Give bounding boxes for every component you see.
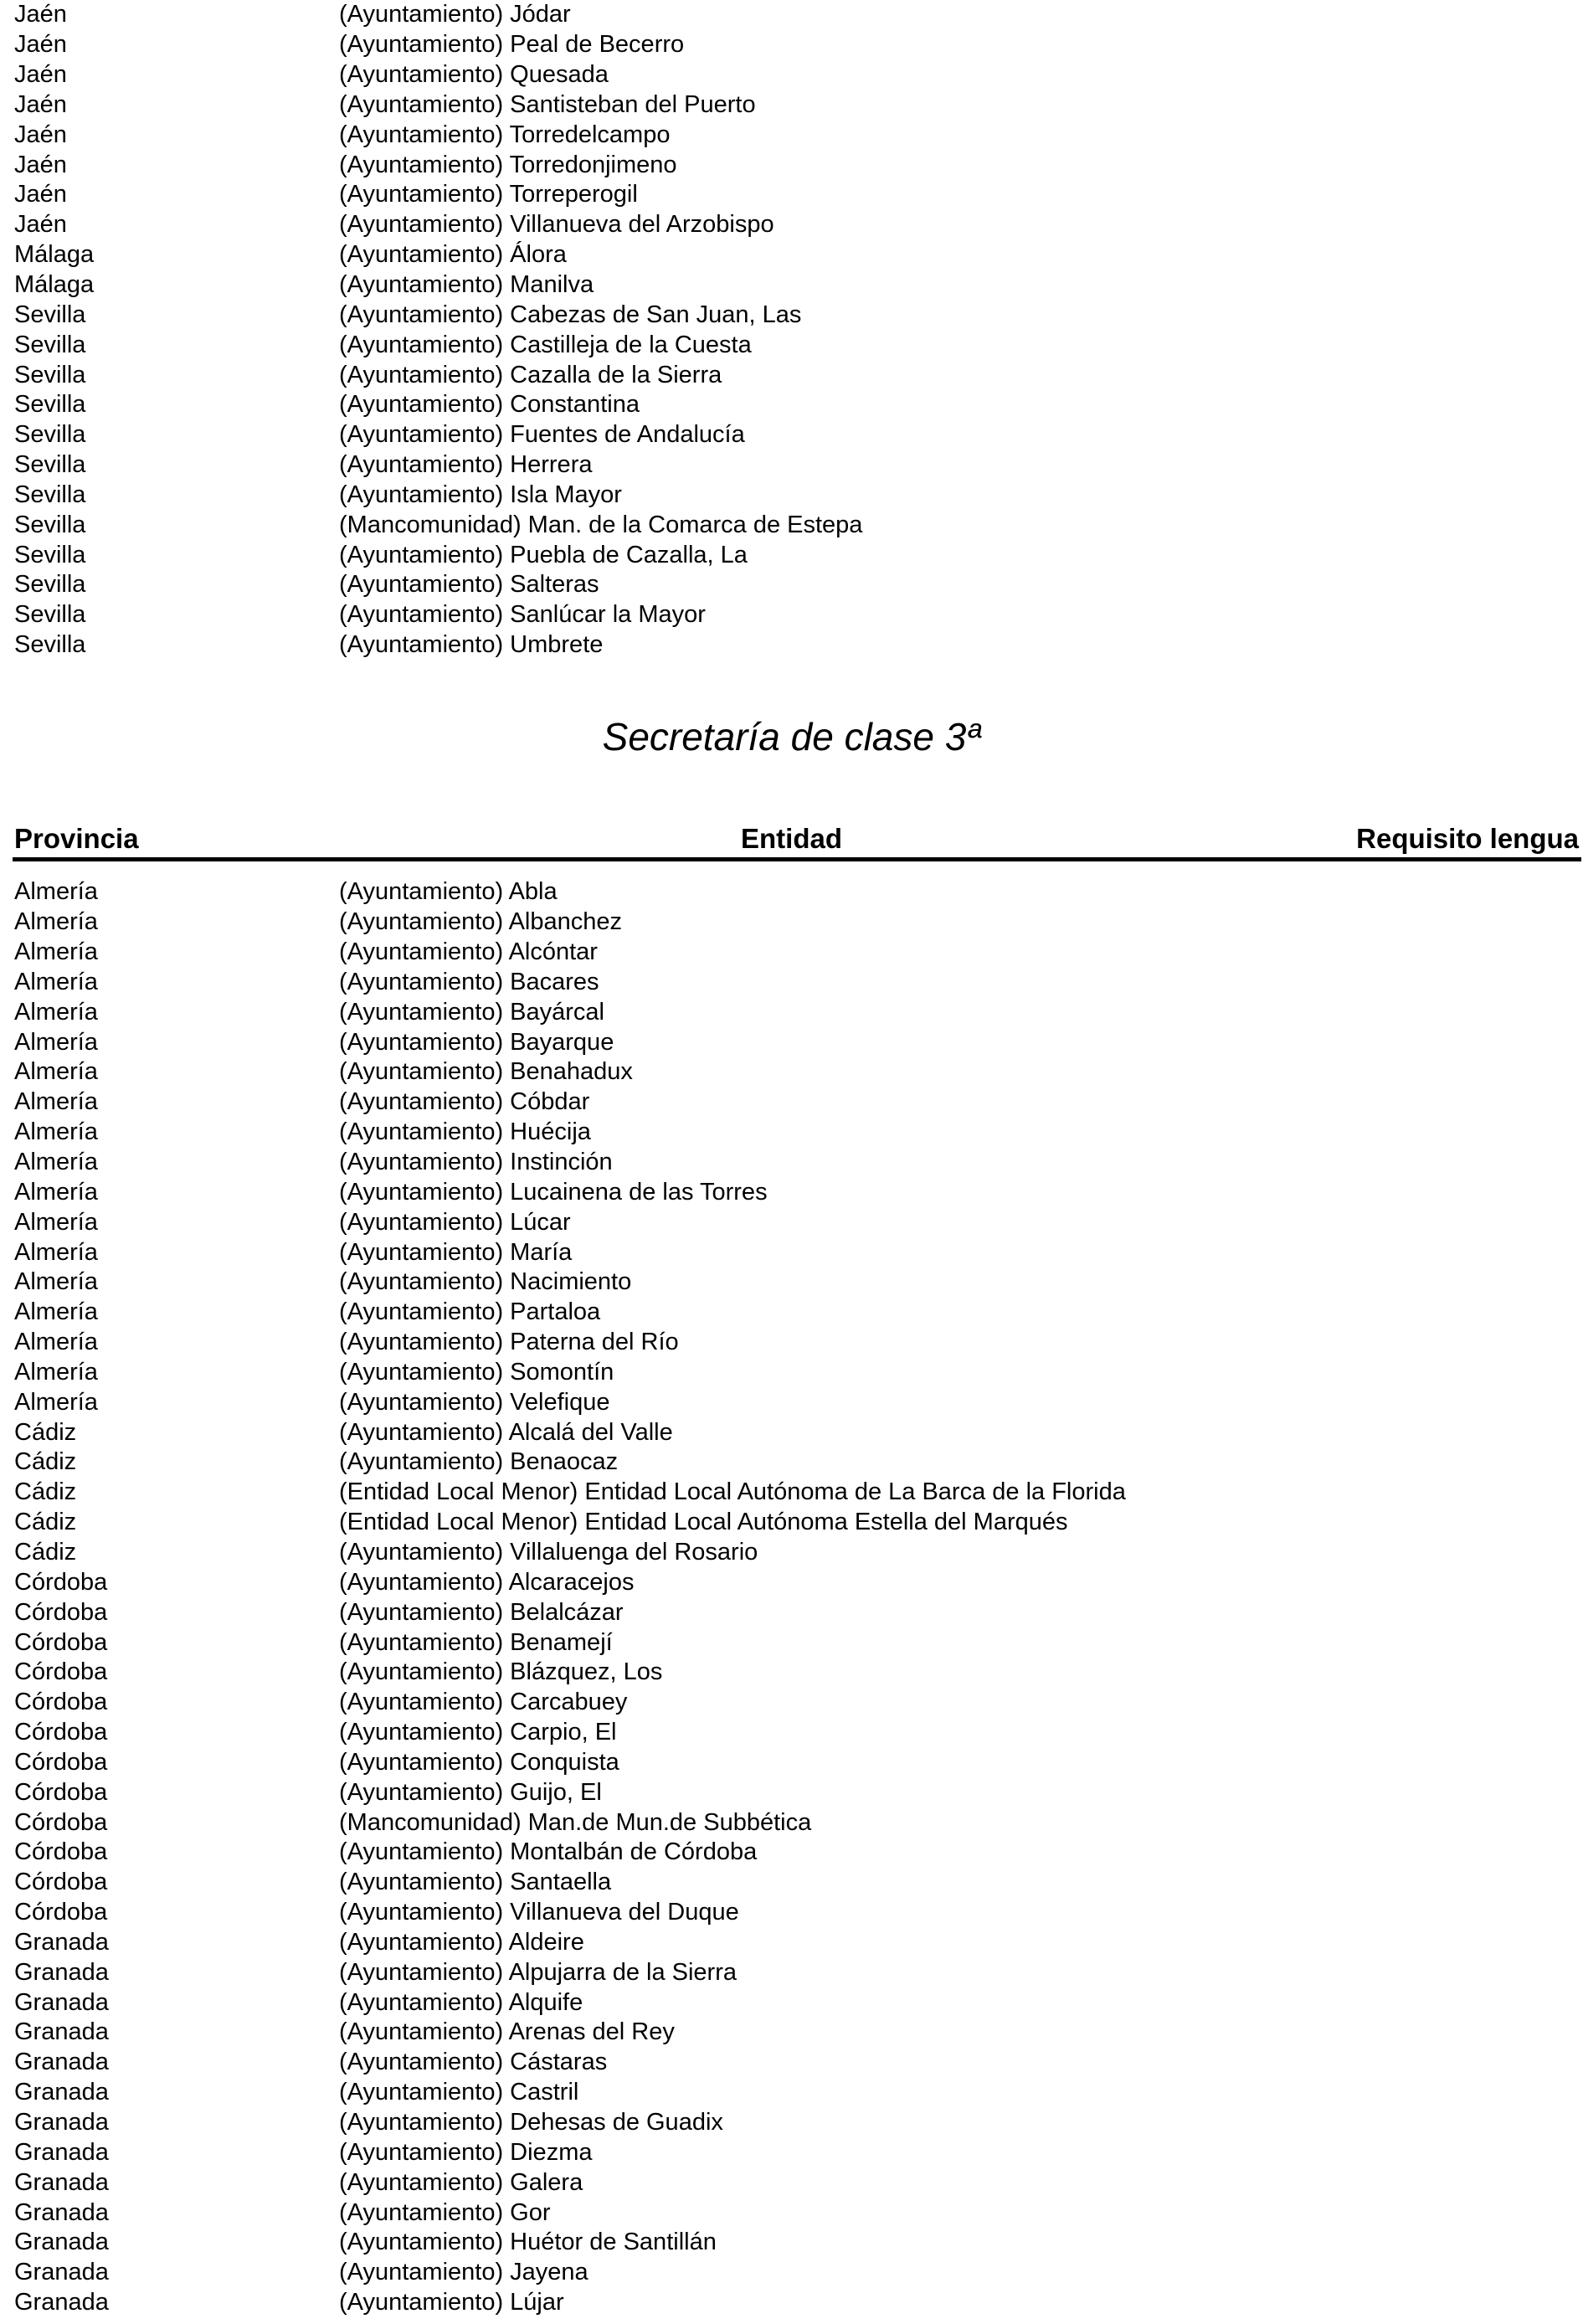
provincia-cell: Almería [14, 908, 98, 936]
entidad-cell: (Ayuntamiento) Carcabuey [339, 1689, 628, 1716]
header-requisito-lengua: Requisito lengua [1356, 823, 1579, 854]
entidad-cell: (Ayuntamiento) Isla Mayor [339, 481, 622, 508]
provincia-cell: Málaga [14, 241, 95, 269]
provincia-cell: Granada [14, 2289, 109, 2316]
entidad-cell: (Ayuntamiento) Alpujarra de la Sierra [339, 1958, 737, 1986]
section-title: Secretaría de clase 3ª [602, 715, 981, 758]
provincia-cell: Almería [14, 998, 98, 1026]
table-row [0, 1298, 1583, 1328]
provincia-cell: Córdoba [14, 1598, 108, 1626]
provincia-cell: Córdoba [14, 1689, 108, 1716]
entidad-cell: (Ayuntamiento) Torredelcampo [339, 121, 671, 148]
table-row [0, 270, 1583, 301]
table-row [0, 2137, 1583, 2167]
provincia-cell: Jaén [14, 31, 67, 59]
table-row [0, 600, 1583, 630]
table-row [0, 120, 1583, 150]
provincia-cell: Córdoba [14, 1719, 108, 1746]
table-row [0, 1508, 1583, 1538]
header-divider [13, 857, 1581, 861]
entidad-cell: (Ayuntamiento) Alquife [339, 1988, 583, 2016]
provincia-cell: Sevilla [14, 601, 86, 629]
provincia-cell: Jaén [14, 121, 67, 148]
table-row [0, 1267, 1583, 1298]
entidad-cell: (Ayuntamiento) Aldeire [339, 1928, 584, 1956]
table-row [0, 2258, 1583, 2288]
entidad-cell: (Ayuntamiento) Manilva [339, 271, 594, 299]
entidad-cell: (Ayuntamiento) Puebla de Cazalla, La [339, 541, 748, 568]
table-row [0, 1118, 1583, 1148]
provincia-cell: Almería [14, 1178, 98, 1206]
provincia-cell: Almería [14, 1388, 98, 1416]
table-row [0, 481, 1583, 511]
table-row [0, 1928, 1583, 1958]
provincia-cell: Granada [14, 2229, 109, 2256]
provincia-cell: Cádiz [14, 1478, 77, 1506]
table-row [0, 1807, 1583, 1838]
provincia-cell: Almería [14, 1358, 98, 1386]
entidad-cell: (Mancomunidad) Man.de Mun.de Subbética [339, 1808, 812, 1836]
entidad-cell: (Ayuntamiento) Salteras [339, 571, 599, 599]
entidad-cell: (Ayuntamiento) Guijo, El [339, 1778, 602, 1806]
table-row [0, 1177, 1583, 1207]
provincia-cell: Sevilla [14, 511, 86, 538]
table-row [0, 390, 1583, 420]
provincia-cell: Sevilla [14, 301, 86, 328]
table-row [0, 2018, 1583, 2048]
provincia-cell: Córdoba [14, 1748, 108, 1776]
table-row [0, 877, 1583, 907]
table-row [0, 630, 1583, 661]
entidad-cell: (Entidad Local Menor) Entidad Local Autónoma Estella del Marqués [339, 1509, 1068, 1536]
provincia-cell: Granada [14, 2198, 109, 2226]
provincia-cell: Granada [14, 1988, 109, 2016]
entidad-cell: (Ayuntamiento) Umbrete [339, 631, 604, 659]
table-row [0, 570, 1583, 600]
provincia-cell: Granada [14, 2049, 109, 2076]
provincia-cell: Córdoba [14, 1899, 108, 1926]
provincia-cell: Sevilla [14, 331, 86, 358]
entidad-cell: (Ayuntamiento) Alcalá del Valle [339, 1418, 673, 1446]
table-row [0, 907, 1583, 938]
provincia-cell: Córdoba [14, 1778, 108, 1806]
entidad-cell: (Ayuntamiento) Bacares [339, 968, 599, 995]
entidad-cell: (Ayuntamiento) Conquista [339, 1748, 619, 1776]
table-row [0, 420, 1583, 450]
provincia-cell: Sevilla [14, 421, 86, 449]
provincia-cell: Almería [14, 1329, 98, 1356]
entidad-cell: (Ayuntamiento) Albanchez [339, 908, 623, 936]
provincia-cell: Almería [14, 1298, 98, 1326]
provincia-cell: Cádiz [14, 1509, 77, 1536]
table-row [0, 1358, 1583, 1388]
table-row [0, 1417, 1583, 1447]
entidad-cell: (Ayuntamiento) Benahadux [339, 1058, 633, 1086]
entidad-cell: (Ayuntamiento) Castril [339, 2079, 579, 2106]
provincia-cell: Córdoba [14, 1869, 108, 1896]
provincia-cell: Córdoba [14, 1658, 108, 1686]
table-row [0, 968, 1583, 998]
table-row [0, 150, 1583, 180]
entidad-cell: (Ayuntamiento) Sanlúcar la Mayor [339, 601, 706, 629]
entidad-cell: (Ayuntamiento) Cástaras [339, 2049, 608, 2076]
provincia-cell: Almería [14, 1268, 98, 1296]
entidad-cell: (Ayuntamiento) Galera [339, 2168, 583, 2196]
provincia-cell: Sevilla [14, 481, 86, 508]
provincia-cell: Almería [14, 1208, 98, 1236]
provincia-cell: Almería [14, 938, 98, 966]
entidad-cell: (Ayuntamiento) Huétor de Santillán [339, 2229, 717, 2256]
table-row [0, 510, 1583, 540]
entidad-cell: (Ayuntamiento) Álora [339, 241, 567, 269]
entidad-cell: (Ayuntamiento) Carpio, El [339, 1719, 617, 1746]
table-row [0, 0, 1583, 30]
provincia-cell: Córdoba [14, 1568, 108, 1596]
provincia-cell: Almería [14, 1149, 98, 1176]
table-row [0, 300, 1583, 330]
entidad-cell: (Ayuntamiento) Arenas del Rey [339, 2018, 675, 2046]
provincia-cell: Jaén [14, 151, 67, 178]
entidad-cell: (Ayuntamiento) Torreperogil [339, 181, 638, 208]
table-row [0, 1538, 1583, 1568]
entidad-cell: (Ayuntamiento) Lújar [339, 2289, 564, 2316]
table-row [0, 1898, 1583, 1928]
provincia-cell: Granada [14, 2018, 109, 2046]
entidad-cell: (Ayuntamiento) Cazalla de la Sierra [339, 361, 722, 388]
provincia-cell: Almería [14, 878, 98, 906]
table-row [0, 330, 1583, 360]
table-row [0, 997, 1583, 1027]
entidad-cell: (Ayuntamiento) Constantina [339, 391, 640, 419]
entidad-cell: (Ayuntamiento) María [339, 1238, 573, 1266]
header-provincia: Provincia [14, 823, 139, 854]
provincia-cell: Cádiz [14, 1448, 77, 1476]
table-row [0, 60, 1583, 90]
entidad-cell: (Ayuntamiento) Belalcázar [339, 1598, 624, 1626]
table-row [0, 210, 1583, 240]
provincia-cell: Almería [14, 1058, 98, 1086]
table-row [0, 1148, 1583, 1178]
entidad-cell: (Mancomunidad) Man. de la Comarca de Estepa [339, 511, 863, 538]
table-row [0, 2228, 1583, 2258]
entidad-cell: (Ayuntamiento) Villanueva del Duque [339, 1899, 739, 1926]
entidad-cell: (Ayuntamiento) Gor [339, 2198, 551, 2226]
provincia-cell: Granada [14, 2168, 109, 2196]
table-row [0, 2198, 1583, 2228]
provincia-cell: Sevilla [14, 361, 86, 388]
provincia-cell: Sevilla [14, 631, 86, 659]
entidad-cell: (Ayuntamiento) Montalbán de Córdoba [339, 1838, 758, 1866]
provincia-cell: Almería [14, 1238, 98, 1266]
table-row [0, 1447, 1583, 1478]
table-row [0, 1718, 1583, 1748]
provincia-cell: Granada [14, 1958, 109, 1986]
provincia-cell: Córdoba [14, 1838, 108, 1866]
table-header [0, 822, 1583, 856]
provincia-cell: Jaén [14, 1, 67, 28]
provincia-cell: Sevilla [14, 391, 86, 419]
provincia-cell: Cádiz [14, 1418, 77, 1446]
table-row [0, 1747, 1583, 1777]
table-row [0, 1627, 1583, 1658]
table-row [0, 1087, 1583, 1118]
table-row [0, 360, 1583, 390]
table-row [0, 180, 1583, 210]
table-row [0, 1987, 1583, 2018]
entidad-cell: (Ayuntamiento) Peal de Becerro [339, 31, 685, 59]
entidad-cell: (Ayuntamiento) Fuentes de Andalucía [339, 421, 745, 449]
table-row [0, 240, 1583, 270]
table-row [0, 2288, 1583, 2318]
top-list [0, 0, 1583, 661]
table-row [0, 2048, 1583, 2078]
provincia-cell: Jaén [14, 181, 67, 208]
table-row [0, 1207, 1583, 1237]
entidad-cell: (Ayuntamiento) Bayarque [339, 1028, 614, 1056]
table-row [0, 1777, 1583, 1807]
entidad-cell: (Ayuntamiento) Benamejí [339, 1628, 613, 1656]
table-row [0, 1957, 1583, 1987]
table-row [0, 90, 1583, 121]
provincia-cell: Granada [14, 2259, 109, 2286]
entidad-cell: (Ayuntamiento) Dehesas de Guadix [339, 2109, 723, 2136]
entidad-cell: (Ayuntamiento) Villaluenga del Rosario [339, 1538, 758, 1566]
bottom-list [0, 877, 1583, 2318]
entidad-cell: (Ayuntamiento) Alcóntar [339, 938, 598, 966]
provincia-cell: Jaén [14, 211, 67, 239]
table-row [0, 450, 1583, 481]
table-row [0, 1387, 1583, 1417]
entidad-cell: (Ayuntamiento) Herrera [339, 451, 593, 479]
provincia-cell: Almería [14, 968, 98, 995]
provincia-cell: Jaén [14, 90, 67, 118]
provincia-cell: Almería [14, 1118, 98, 1146]
provincia-cell: Granada [14, 2109, 109, 2136]
entidad-cell: (Ayuntamiento) Abla [339, 878, 558, 906]
table-row [0, 1027, 1583, 1057]
provincia-cell: Almería [14, 1028, 98, 1056]
entidad-cell: (Ayuntamiento) Somontín [339, 1358, 614, 1386]
provincia-cell: Granada [14, 1928, 109, 1956]
table-row [0, 1658, 1583, 1688]
provincia-cell: Almería [14, 1088, 98, 1116]
entidad-cell: (Ayuntamiento) Cabezas de San Juan, Las [339, 301, 802, 328]
provincia-cell: Córdoba [14, 1628, 108, 1656]
entidad-cell: (Ayuntamiento) Lúcar [339, 1208, 571, 1236]
table-row [0, 1478, 1583, 1508]
entidad-cell: (Ayuntamiento) Nacimiento [339, 1268, 632, 1296]
provincia-cell: Málaga [14, 271, 95, 299]
table-row [0, 1567, 1583, 1597]
entidad-cell: (Entidad Local Menor) Entidad Local Autónoma de La Barca de la Florida [339, 1478, 1126, 1506]
table-row [0, 1597, 1583, 1627]
entidad-cell: (Ayuntamiento) Benaocaz [339, 1448, 619, 1476]
entidad-cell: (Ayuntamiento) Villanueva del Arzobispo [339, 211, 774, 239]
entidad-cell: (Ayuntamiento) Santaella [339, 1869, 612, 1896]
provincia-cell: Jaén [14, 61, 67, 89]
provincia-cell: Cádiz [14, 1538, 77, 1566]
entidad-cell: (Ayuntamiento) Blázquez, Los [339, 1658, 663, 1686]
table-row [0, 938, 1583, 968]
entidad-cell: (Ayuntamiento) Diezma [339, 2138, 593, 2166]
entidad-cell: (Ayuntamiento) Lucainena de las Torres [339, 1178, 768, 1206]
entidad-cell: (Ayuntamiento) Instinción [339, 1149, 613, 1176]
entidad-cell: (Ayuntamiento) Velefique [339, 1388, 610, 1416]
entidad-cell: (Ayuntamiento) Quesada [339, 61, 609, 89]
entidad-cell: (Ayuntamiento) Cóbdar [339, 1088, 590, 1116]
table-row [0, 540, 1583, 570]
provincia-cell: Sevilla [14, 571, 86, 599]
entidad-cell: (Ayuntamiento) Jódar [339, 1, 571, 28]
provincia-cell: Granada [14, 2138, 109, 2166]
entidad-cell: (Ayuntamiento) Partaloa [339, 1298, 601, 1326]
table-row [0, 1838, 1583, 1868]
entidad-cell: (Ayuntamiento) Castilleja de la Cuesta [339, 331, 752, 358]
table-row [0, 1328, 1583, 1358]
entidad-cell: (Ayuntamiento) Santisteban del Puerto [339, 90, 756, 118]
table-row [0, 30, 1583, 60]
table-row [0, 2167, 1583, 2198]
entidad-cell: (Ayuntamiento) Torredonjimeno [339, 151, 677, 178]
entidad-cell: (Ayuntamiento) Jayena [339, 2259, 588, 2286]
entidad-cell: (Ayuntamiento) Huécija [339, 1118, 591, 1146]
table-row [0, 1057, 1583, 1087]
table-row [0, 2078, 1583, 2108]
table-row [0, 1688, 1583, 1718]
provincia-cell: Sevilla [14, 541, 86, 568]
provincia-cell: Córdoba [14, 1808, 108, 1836]
table-row [0, 2108, 1583, 2138]
provincia-cell: Granada [14, 2079, 109, 2106]
table-row [0, 1237, 1583, 1267]
entidad-cell: (Ayuntamiento) Paterna del Río [339, 1329, 679, 1356]
table-row [0, 1868, 1583, 1898]
entidad-cell: (Ayuntamiento) Bayárcal [339, 998, 605, 1026]
header-entidad: Entidad [741, 823, 842, 854]
entidad-cell: (Ayuntamiento) Alcaracejos [339, 1568, 635, 1596]
provincia-cell: Sevilla [14, 451, 86, 479]
